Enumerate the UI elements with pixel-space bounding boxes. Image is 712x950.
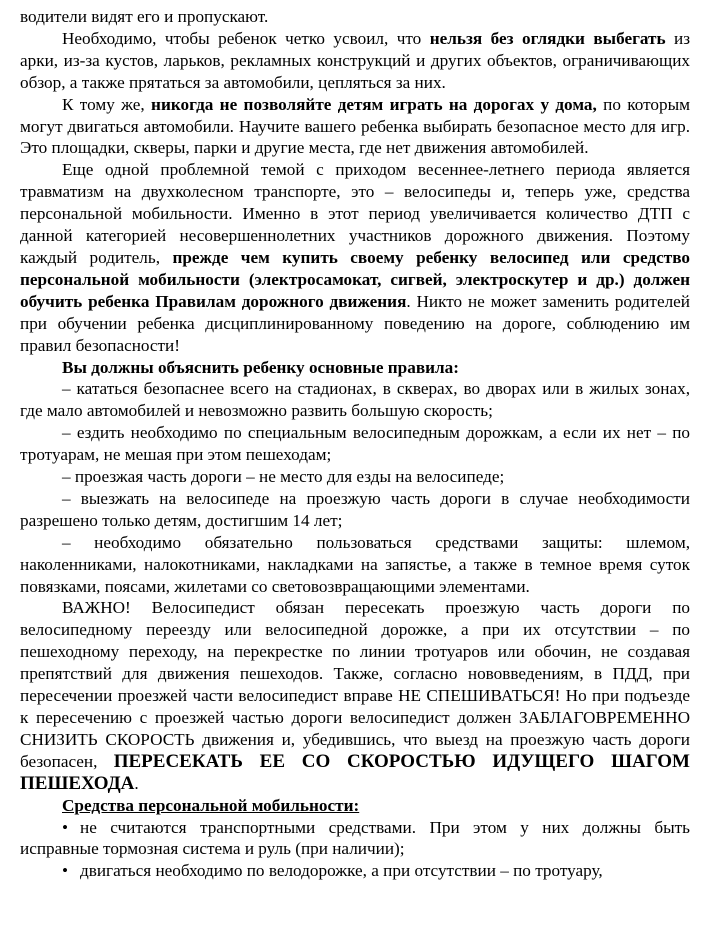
bullet-icon: •: [62, 817, 69, 837]
bold-text: нельзя без оглядки выбегать: [429, 28, 666, 48]
paragraph-no-running-out: [20, 28, 690, 94]
rule-item: – выезжать на велосипеде на проезжую часть дороги в случае необходимости разрешено только детям, достигшим 14 лет;: [20, 488, 690, 530]
text: Необходимо, чтобы ребенок четко усвоил, что: [62, 28, 430, 48]
rule-item: – необходимо обязательно пользоваться средствами защиты: шлемом, наколенниками, налокотниками, накладками на запястье, а также в темное время суток повязками, поясами, жилетами со световозвращающими элементами.: [20, 532, 690, 596]
bold-text: Вы должны объяснить ребенку основные правила:: [62, 357, 459, 377]
list-item: [20, 860, 690, 882]
text: из арки, из-за кустов, ларьков, рекламных конструкций и других объектов, ограничивающих обзор, а также прятаться за автомобили, цепляться за них.: [20, 28, 690, 92]
text: Еще одной проблемной темой с приходом весеннее-летнего периода является травматизм на двухколесном транспорте, это – велосипеды и, теперь уже, средства персональной мобильности. Именно в этот период увеличивается количество ДТП с данной категорией несовершеннолетних участников дорожного движения. Поэтому каждый родитель,: [20, 160, 690, 267]
paragraph-important: [20, 597, 690, 794]
list-item-text: двигаться необходимо по велодорожке, а при отсутствии – по тротуару,: [80, 861, 603, 881]
paragraph-two-wheel-transport: [20, 159, 690, 356]
bold-text: прежде чем купить своему ребенку велосипед или средство персональной мобильности (электросамокат, сигвей, электроскутер и др.) должен обучить ребенка Правилам дорожного движения: [20, 247, 690, 311]
text: К тому же,: [62, 94, 152, 114]
paragraph-continuation: водители видят его и пропускают.: [20, 7, 269, 26]
bold-text: никогда не позволяйте детям играть на дорогах у дома,: [151, 94, 597, 114]
spm-heading: [20, 795, 690, 817]
rule-item: – кататься безопаснее всего на стадионах, в скверах, во дворах или в жилых зонах, где мало автомобилей и невозможно развить большую скорость;: [20, 379, 690, 421]
bold-underlined-text: Средства персональной мобильности:: [62, 795, 360, 815]
spm-list: [20, 817, 690, 883]
list-item: [20, 817, 690, 861]
text: ВАЖНО! Велосипедист обязан пересекать проезжую часть дороги по велосипедному переезду или велосипедной дорожке, а при их отсутствии – по пешеходному переходу, на перекрестке по линии тротуаров или обочин, не создавая препятствий для движения пешеходов. Также, согласно нововведениям, в ПДД, при пересечении проезжей части велосипедист вправе НЕ СПЕШИВАТЬСЯ! Но при подъезде к пересечению с проезжей частью дороги велосипедист должен ЗАБЛАГОВРЕМЕННО СНИЗИТЬ СКОРОСТЬ движения и, убедившись, что выезд на проезжую часть дороги безопасен,: [20, 598, 690, 771]
rules-heading: [20, 357, 690, 379]
bold-text: ПЕРЕСЕКАТЬ ЕЕ СО СКОРОСТЬЮ ИДУЩЕГО ШАГОМ ПЕШЕХОДА: [20, 750, 690, 794]
rule-item: – проезжая часть дороги – не место для езды на велосипеде;: [62, 467, 505, 487]
text: . Никто не может заменить родителей при обучении ребенка дисциплинированному поведению на дороге, соблюдению им правил безопасности!: [20, 291, 690, 355]
paragraph-no-play-on-roads: [20, 94, 690, 160]
rule-item: – ездить необходимо по специальным велосипедным дорожкам, а если их нет – по тротуарам, не мешая при этом пешеходам;: [20, 423, 690, 465]
text: по которым могут двигаться автомобили. Научите вашего ребенка выбирать безопасное место для игр. Это площадки, скверы, парки и другие места, где нет движения автомобилей.: [20, 94, 690, 158]
list-item-text: не считаются транспортными средствами. При этом у них должны быть исправные тормозная система и руль (при наличии);: [20, 817, 690, 859]
bullet-icon: •: [62, 861, 69, 881]
text: .: [134, 773, 139, 793]
